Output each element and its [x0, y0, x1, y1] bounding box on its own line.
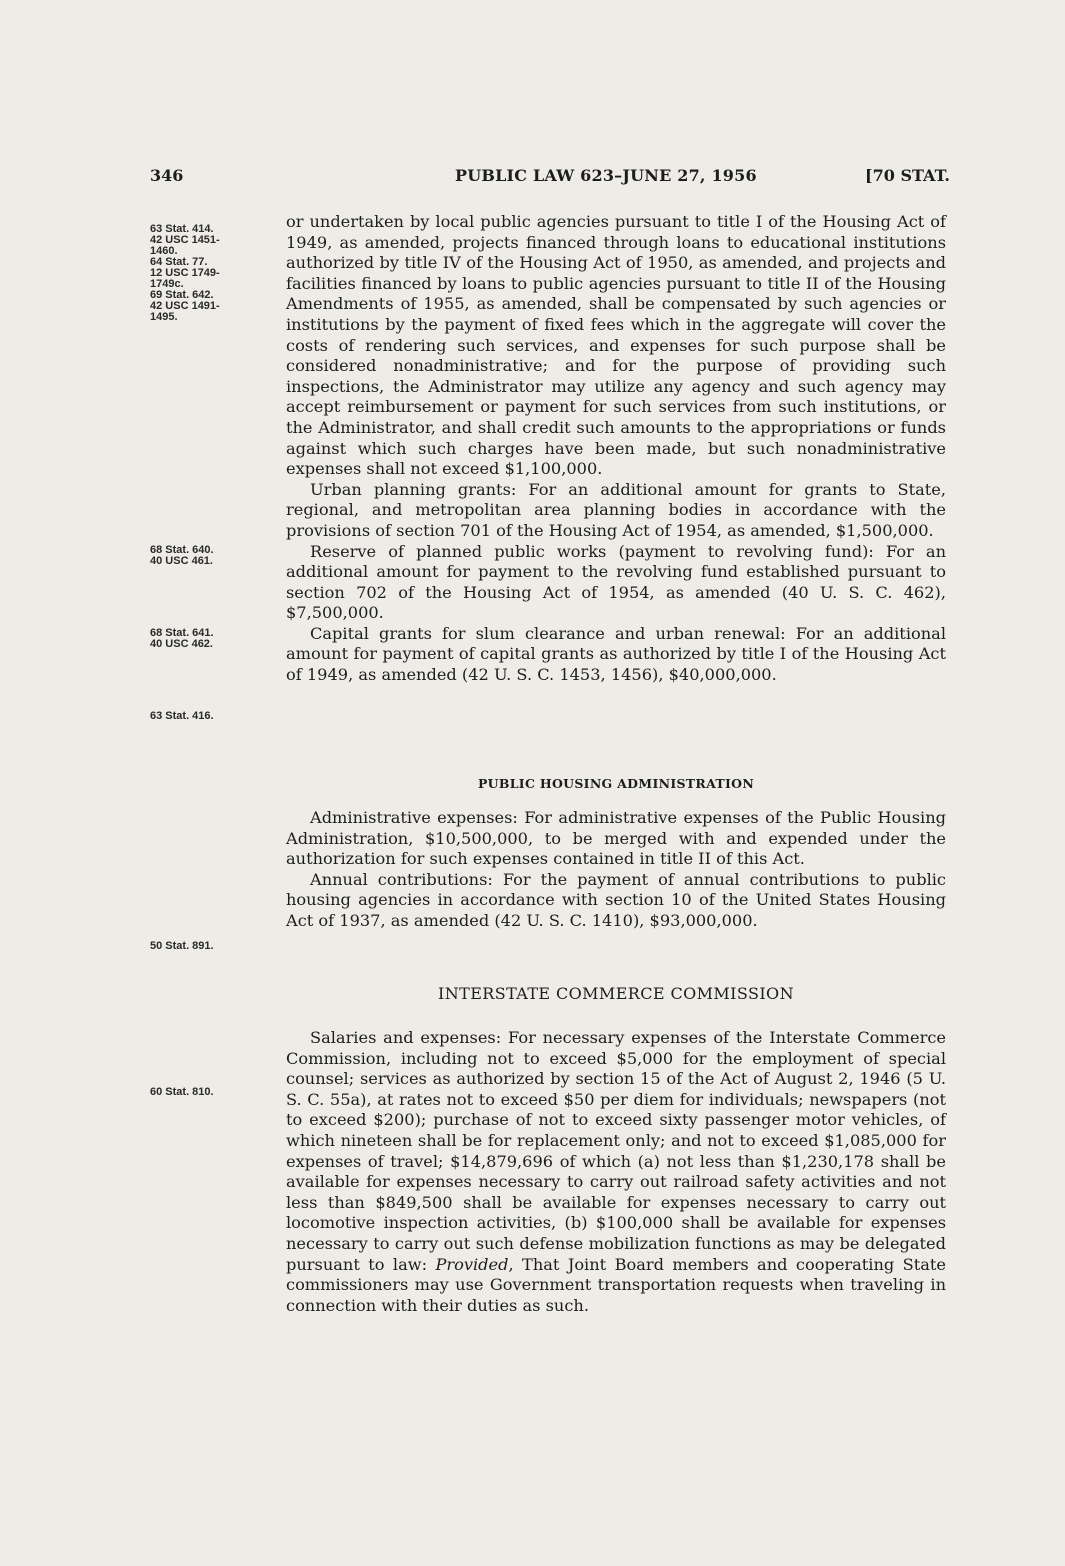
margin-note-citations-2: 68 Stat. 640. 40 USC 461. [150, 544, 214, 567]
margin-note-citations-4: 63 Stat. 416. [150, 710, 214, 722]
provided-emphasis: Provided [435, 1254, 509, 1274]
margin-note-citations-5: 50 Stat. 891. [150, 940, 214, 952]
paragraph-inspection-fees: or undertaken by local public agencies pursuant to title I of the Housing Act of 1949, as amended, projects financed through loans to educational institutions authorized by title IV of the Housing Act of 1950, as amended, and projects and facilities financed by loans to public agencies pursuant to title II of the Housing Amendments of 1955, as amended, shall be compensated by such agencies or institutions by the payment of fixed fees which in the aggregate will cover the costs of rendering such services, and expenses for such purpose shall be considered nonadministrative; and for the purpose of providing such inspections, the Administrator may utilize any agency and such agency may accept reimbursement or payment for such services from such institutions, or the Administrator, and shall credit such amounts to the appropriations or funds against which such charges have been made, but such nonadministrative expenses shall not exceed $1,100,000. [286, 212, 946, 479]
body-text-section-2 [286, 808, 946, 932]
running-title: PUBLIC LAW 623–JUNE 27, 1956 [455, 166, 757, 185]
page-header [150, 166, 950, 194]
paragraph-administrative-expenses: Administrative expenses: For administrative expenses of the Public Housing Administration, $10,500,000, to be merged with and expended under the authorization for such expenses contained in title II of this Act. [286, 808, 946, 869]
body-text-section-3 [286, 1028, 946, 1316]
margin-note-citations-3: 68 Stat. 641. 40 USC 462. [150, 627, 214, 650]
paragraph-reserve-public-works: Reserve of planned public works (payment to revolving fund): For an additional amount for payment to the revolving fund established pursuant to section 702 of the Housing Act of 1954, as amended (40 U. S. C. 462), $7,500,000. [286, 541, 946, 623]
margin-note-citations-6: 60 Stat. 810. [150, 1086, 214, 1098]
salaries-text-part-2: , That Joint Board members and cooperating State commissioners may use Government transportation requests when traveling in connection with their duties as such. [286, 1254, 946, 1315]
heading-public-housing-administration: PUBLIC HOUSING ADMINISTRATION [477, 776, 755, 791]
paragraph-capital-grants: Capital grants for slum clearance and urban renewal: For an additional amount for payment of capital grants as authorized by title I of the Housing Act of 1949, as amended (42 U. S. C. 1453, 1456), $40,000,000. [286, 623, 946, 685]
heading-interstate-commerce-commission: INTERSTATE COMMERCE COMMISSION [438, 984, 794, 1003]
stat-reference: [70 STAT. [865, 166, 950, 185]
paragraph-annual-contributions: Annual contributions: For the payment of annual contributions to public housing agencies in accordance with section 10 of the United States Housing Act of 1937, as amended (42 U. S. C. 1410), $93,000,000. [286, 869, 946, 930]
body-text-section-1 [286, 212, 946, 686]
margin-note-citations-1: 63 Stat. 414. 42 USC 1451- 1460. 64 Stat. 77. 12 USC 1749- 1749c. 69 Stat. 642. 42 USC 1491- 1495. [150, 223, 220, 323]
page-number: 346 [150, 166, 184, 185]
salaries-text-part-1: Salaries and expenses: For necessary expenses of the Interstate Commerce Commission, including not to exceed $5,000 for the employment of special counsel; services as authorized by section 15 of the Act of August 2, 1946 (5 U. S. C. 55a), at rates not to exceed $50 per diem for individuals; newspapers (not to exceed $200); purchase of not to exceed sixty passenger motor vehicles, of which nineteen shall be for replacement only; and not to exceed $1,085,000 for expenses of travel; $14,879,696 of which (a) not less than $1,230,178 shall be available for expenses necessary to carry out railroad safety activities and not less than $849,500 shall be available for expenses necessary to carry out locomotive inspection activities, (b) $100,000 shall be available for expenses necessary to carry out such defense mobilization functions as may be delegated pursuant to law: [286, 1028, 946, 1274]
paragraph-salaries-and-expenses [286, 1028, 946, 1316]
paragraph-urban-planning-grants: Urban planning grants: For an additional amount for grants to State, regional, and metropolitan area planning bodies in accordance with the provisions of section 701 of the Housing Act of 1954, as amended, $1,500,000. [286, 479, 946, 540]
